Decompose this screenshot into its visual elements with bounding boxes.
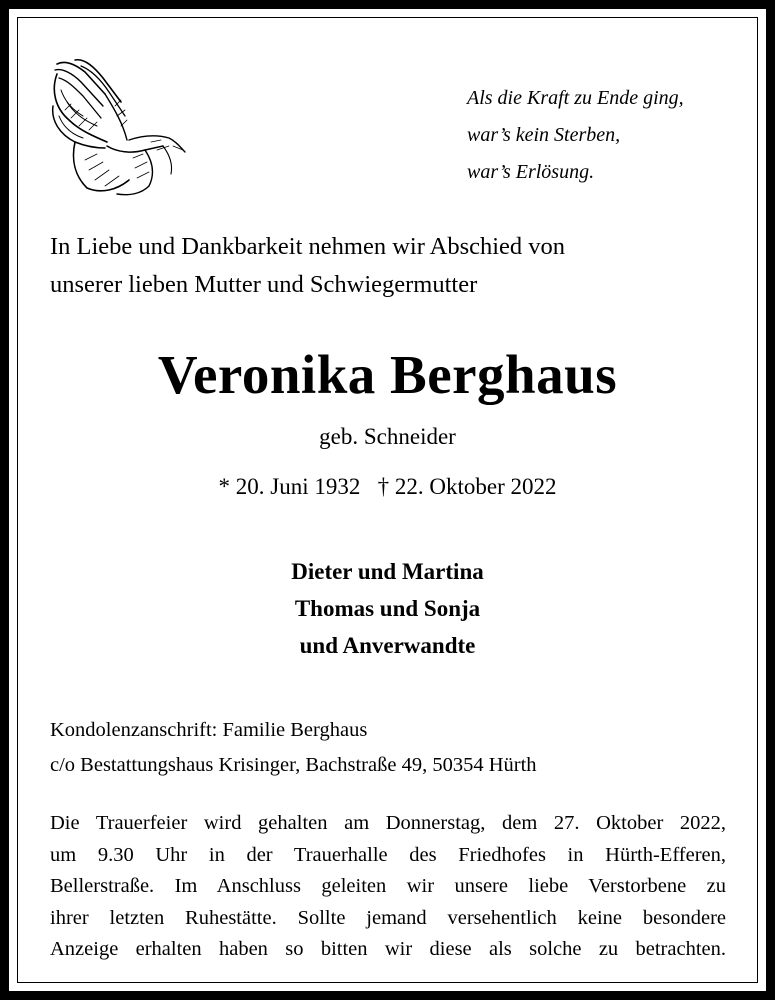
intro-line: unserer lieben Mutter und Schwiegermutter xyxy=(50,271,478,298)
service-line: um 9.30 Uhr in der Trauerhalle des Friedhofes in Hürth-Efferen, xyxy=(50,843,726,866)
mourner-line: und Anverwandte xyxy=(299,633,476,658)
service-line: ihrer letzten Ruhestätte. Sollte jemand versehentlich keine besondere xyxy=(50,906,726,929)
address-line: c/o Bestattungshaus Krisinger, Bachstraße 49, 50354 Hürth xyxy=(50,754,537,776)
poem-line: Als die Kraft zu Ende ging, xyxy=(467,87,684,109)
mourners xyxy=(0,553,775,664)
service-line: Bellerstraße. Im Anschluss geleiten wir unsere liebe Verstorbene zu xyxy=(50,875,726,897)
death-date: † 22. Oktober 2022 xyxy=(377,474,557,499)
birth-date: * 20. Juni 1932 xyxy=(218,474,361,499)
intro-text xyxy=(50,228,730,304)
intro-line: In Liebe und Dankbarkeit nehmen wir Abschied von xyxy=(50,233,566,260)
poem xyxy=(467,80,747,191)
funeral-service-info xyxy=(50,808,726,966)
condolence-address xyxy=(50,713,730,783)
service-line: Anzeige erhalten haben so bitten wir diese als solche zu betrachten. xyxy=(50,938,726,960)
maiden-name: geb. Schneider xyxy=(319,424,456,449)
mourner-line: Dieter und Martina xyxy=(291,559,484,584)
mourner-line: Thomas und Sonja xyxy=(294,596,481,621)
service-line: Die Trauerfeier wird gehalten am Donnerstag, dem 27. Oktober 2022, xyxy=(50,812,726,834)
address-line: Kondolenzanschrift: Familie Berghaus xyxy=(50,719,368,741)
life-dates xyxy=(0,470,775,504)
poem-line: war’s kein Sterben, xyxy=(467,124,621,146)
poem-line: war’s Erlösung. xyxy=(467,161,595,183)
deceased-name: Veronika Berghaus xyxy=(157,344,618,405)
praying-hands-icon xyxy=(45,50,190,200)
